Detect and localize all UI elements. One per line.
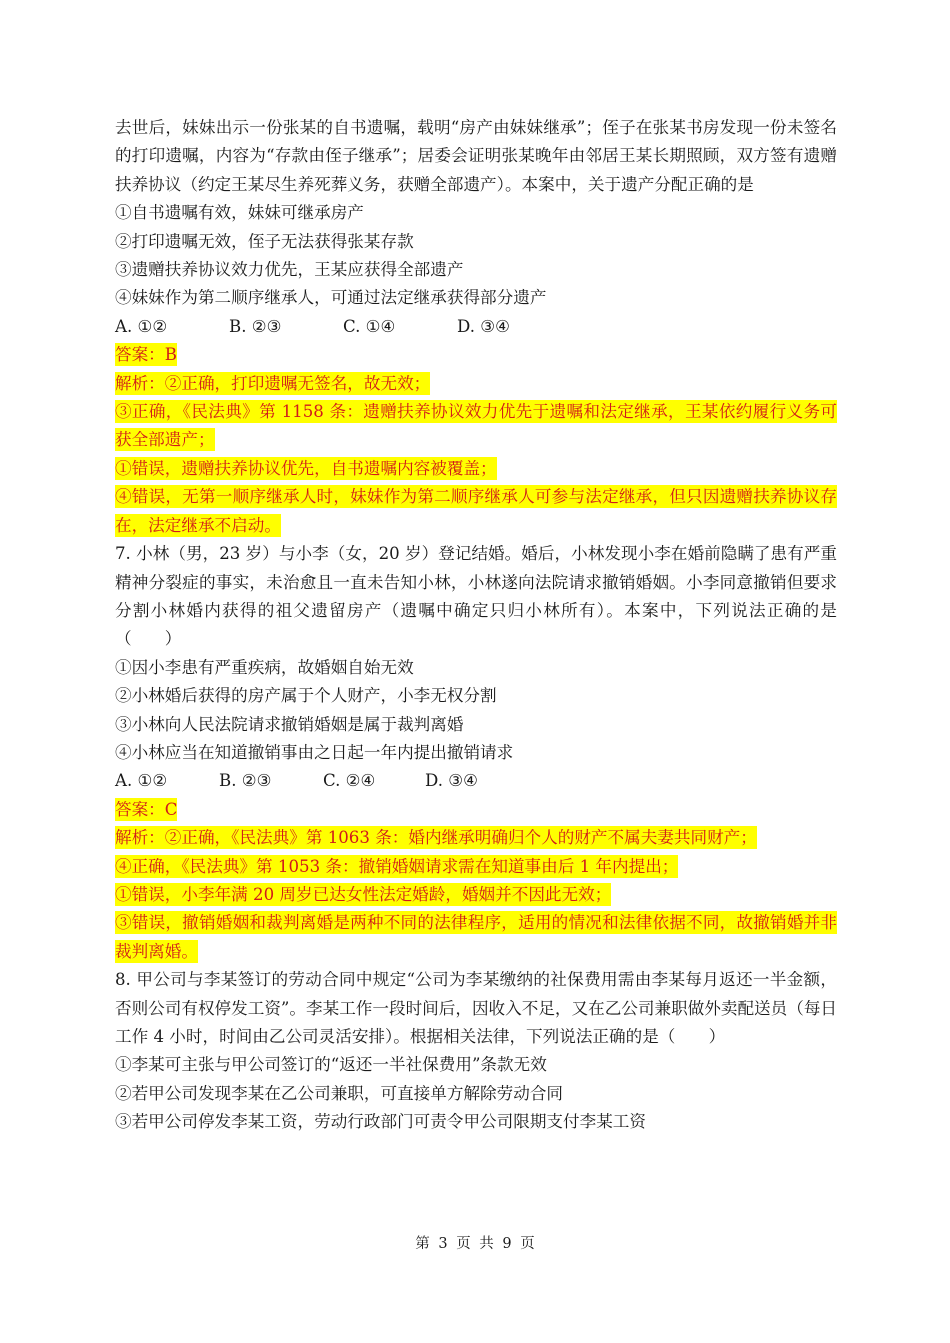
q6-answer [115,341,837,369]
q7-analysis-3-text: ①错误，小李年满 20 周岁已达女性法定婚龄，婚姻并不因此无效； [115,884,612,904]
q6-analysis-3-text: ①错误，遗赠扶养协议优先，自书遗嘱内容被覆盖； [115,458,497,478]
q6-choice-b: B. ②③ [229,316,282,336]
q8-stem: 8. 甲公司与李某签订的劳动合同中规定“公司为李某缴纳的社保费用需由李某每月返还一半金额，否则公司有权停发工资”。李某工作一段时间后，因收入不足，又在乙公司兼职做外卖配送员（每日工作 4 小时，时间由乙公司灵活安排）。根据相关法律，下列说法正确的是（ ） [115,970,838,1046]
q8-option-2: ②若甲公司发现李某在乙公司兼职，可直接单方解除劳动合同 [115,1083,564,1103]
q6-choice-c: C. ①④ [343,316,396,336]
q7-option-2: ②小林婚后获得的房产属于个人财产，小李无权分割 [115,686,497,706]
q6-option-4: ④妹妹作为第二顺序继承人，可通过法定继承获得部分遗产 [115,288,547,308]
q7-choice-a: A. ①② [115,771,168,791]
q7-choice-b: B. ②③ [219,771,272,791]
q7-choice-d: D. ③④ [425,771,479,791]
q6-option-2: ②打印遗嘱无效，侄子无法获得张某存款 [115,231,414,251]
q6-answer-text: 答案：B [115,345,177,365]
q6-analysis-3 [115,455,837,483]
q7-analysis-1 [115,824,837,852]
q7-analysis-4-text: ③错误，撤销婚姻和裁判离婚是两种不同的法律程序，适用的情况和法律依据不同，故撤销婚并非裁判离婚。 [115,913,837,961]
q6-analysis-1 [115,370,837,398]
q7-analysis-2-text: ④正确，《民法典》第 1053 条：撤销婚姻请求需在知道事由后 1 年内提出； [115,856,679,876]
q7-option-1: ①因小李患有严重疾病，故婚姻自始无效 [115,657,414,677]
q6-stem: 去世后，妹妹出示一份张某的自书遗嘱，载明“房产由妹妹继承”；侄子在张某书房发现一份未签名的打印遗嘱，内容为“存款由侄子继承”；居委会证明张某晚年由邻居王某长期照顾，双方签有遗赠扶养协议（约定王某尽生养死葬义务，获赠全部遗产）。本案中，关于遗产分配正确的是 [115,118,837,194]
page-footer: 第 3 页 共 9 页 [415,1236,535,1252]
q6-choice-d: D. ③④ [457,316,511,336]
q7-choice-c: C. ②④ [323,771,376,791]
q6-choices [115,313,837,341]
q7-choices [115,767,837,795]
q6-analysis-2 [115,398,837,455]
q7-stem: 7. 小林（男，23 岁）与小李（女，20 岁）登记结婚。婚后，小林发现小李在婚前隐瞒了患有严重精神分裂症的事实，未治愈且一直未告知小林，小林遂向法院请求撤销婚姻。小李同意撤销但要求分割小林婚内获得的祖父遗留房产（遗嘱中确定只归小林所有）。本案中，下列说法正确的是（ ） [115,544,837,649]
q6-choice-a: A. ①② [115,316,168,336]
page-content [115,114,837,1137]
q6-option-3: ③遗赠扶养协议效力优先，王某应获得全部遗产 [115,260,464,280]
q6-analysis-2-text: ③正确，《民法典》第 1158 条：遗赠扶养协议效力优先于遗嘱和法定继承，王某依约履行义务可获全部遗产； [115,402,837,450]
q7-analysis-3 [115,881,837,909]
q7-analysis-2 [115,853,837,881]
q7-answer [115,796,837,824]
q6-analysis-4-text: ④错误，无第一顺序继承人时，妹妹作为第二顺序继承人可参与法定继承，但只因遗赠扶养协议存在，法定继承不启动。 [115,487,837,535]
q8-option-1: ①李某可主张与甲公司签订的“返还一半社保费用”条款无效 [115,1055,547,1075]
q8-option-3: ③若甲公司停发李某工资，劳动行政部门可责令甲公司限期支付李某工资 [115,1112,646,1132]
q7-answer-text: 答案：C [115,799,178,819]
q6-option-1: ①自书遗嘱有效，妹妹可继承房产 [115,203,364,223]
q7-analysis-4 [115,909,837,966]
q7-analysis-1-text: 解析：②正确，《民法典》第 1063 条：婚内继承明确归个人的财产不属夫妻共同财产； [115,828,757,848]
q6-analysis-4 [115,483,837,540]
q7-option-3: ③小林向人民法院请求撤销婚姻是属于裁判离婚 [115,714,464,734]
q7-option-4: ④小林应当在知道撤销事由之日起一年内提出撤销请求 [115,742,514,762]
q6-analysis-1-text: 解析：②正确，打印遗嘱无签名，故无效； [115,373,431,393]
